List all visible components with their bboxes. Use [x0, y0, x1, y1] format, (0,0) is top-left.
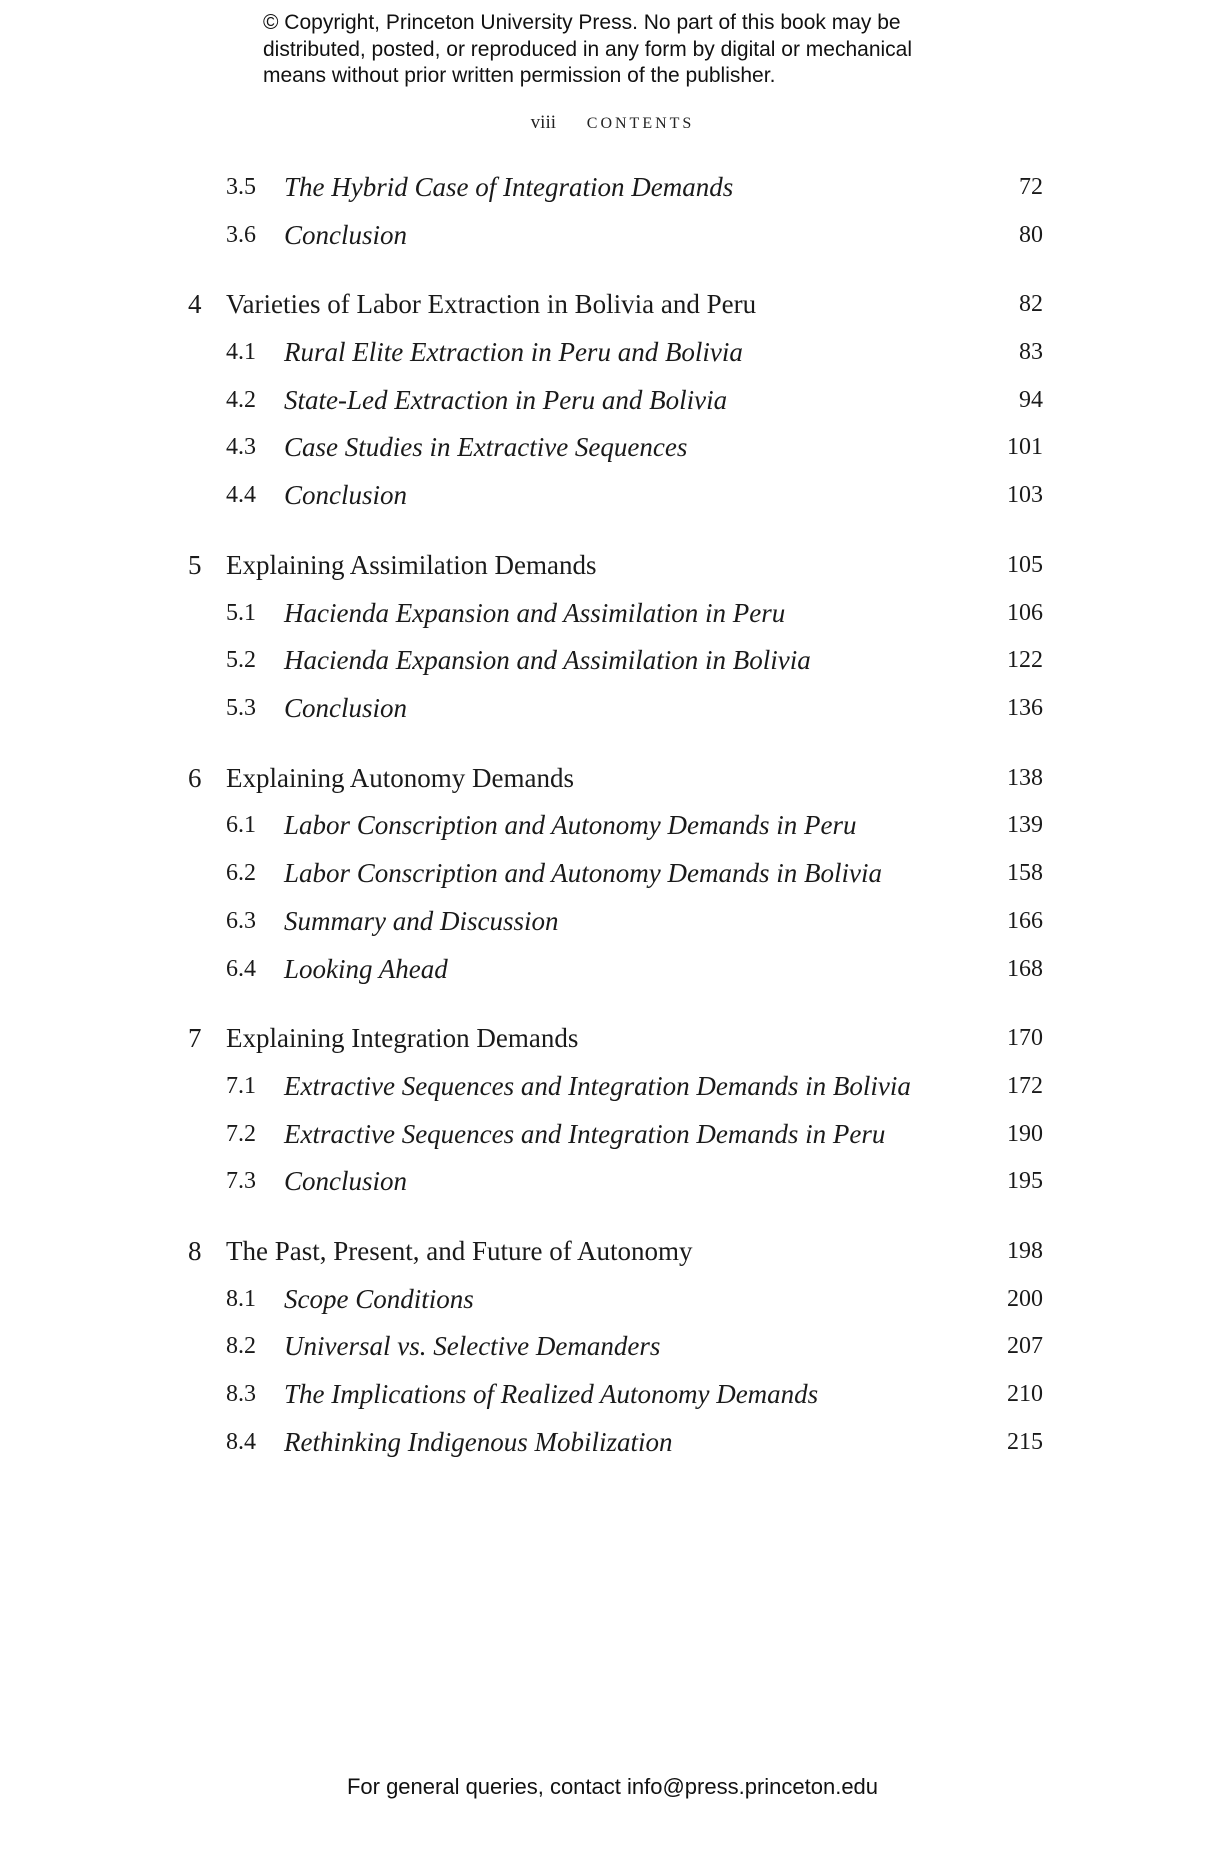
chapter-title: Explaining Autonomy Demands: [226, 763, 574, 793]
page-number: 200: [1007, 1286, 1043, 1312]
section-title: Hacienda Expansion and Assimilation in Bolivia: [284, 645, 811, 675]
page-number: 195: [1007, 1168, 1043, 1194]
toc-section-row: [0, 478, 1225, 512]
toc-section-row: [0, 1069, 1225, 1103]
page-number: 166: [1007, 908, 1043, 934]
section-number: 3.5: [226, 174, 256, 200]
chapter-number: 7: [188, 1023, 202, 1053]
section-number: 4.3: [226, 434, 256, 460]
page-number: 105: [1007, 552, 1043, 578]
toc-section-row: [0, 1329, 1225, 1363]
section-title: Rural Elite Extraction in Peru and Bolivia: [284, 337, 743, 367]
toc-section-row: [0, 430, 1225, 464]
toc-section-row: [0, 1425, 1225, 1459]
chapter-number: 5: [188, 550, 202, 580]
toc-section-row: [0, 1377, 1225, 1411]
toc-section-row: [0, 1117, 1225, 1151]
page-number: 80: [1019, 222, 1043, 248]
page-number: 83: [1019, 339, 1043, 365]
section-number: 6.3: [226, 908, 256, 934]
page-number: 170: [1007, 1025, 1043, 1051]
section-title: The Implications of Realized Autonomy Demands: [284, 1379, 819, 1409]
toc-chapter-row: [0, 1021, 1225, 1055]
chapter-title: Explaining Integration Demands: [226, 1023, 579, 1053]
toc-section-row: [0, 218, 1225, 252]
section-number: 8.1: [226, 1286, 256, 1312]
section-number: 5.1: [226, 600, 256, 626]
section-title: Extractive Sequences and Integration Demands in Bolivia: [284, 1071, 911, 1101]
page-number: 106: [1007, 600, 1043, 626]
page-number: 158: [1007, 860, 1043, 886]
toc-section-row: [0, 856, 1225, 890]
section-number: 7.1: [226, 1073, 256, 1099]
section-number: 6.4: [226, 956, 256, 982]
toc-section-row: [0, 335, 1225, 369]
page-number: 198: [1007, 1238, 1043, 1264]
section-number: 4.2: [226, 387, 256, 413]
toc-chapter-row: [0, 287, 1225, 321]
toc-section-row: [0, 904, 1225, 938]
page-number: 82: [1019, 291, 1043, 317]
chapter-number: 6: [188, 763, 202, 793]
page-number: 168: [1007, 956, 1043, 982]
section-number: 7.2: [226, 1121, 256, 1147]
section-title: Conclusion: [284, 1166, 408, 1196]
section-title: Conclusion: [284, 480, 408, 510]
section-number: 8.3: [226, 1381, 256, 1407]
toc-chapter-row: [0, 1234, 1225, 1268]
section-title: Conclusion: [284, 693, 408, 723]
running-head: [0, 112, 1225, 134]
toc-chapter-row: [0, 548, 1225, 582]
section-number: 6.1: [226, 812, 256, 838]
chapter-title: The Past, Present, and Future of Autonomy: [226, 1236, 693, 1266]
section-number: 3.6: [226, 222, 256, 248]
section-number: 6.2: [226, 860, 256, 886]
section-title: State-Led Extraction in Peru and Bolivia: [284, 385, 728, 415]
toc-section-row: [0, 1164, 1225, 1198]
toc-section-row: [0, 170, 1225, 204]
page-number: 94: [1019, 387, 1043, 413]
section-title: Case Studies in Extractive Sequences: [284, 432, 688, 462]
chapter-number: 8: [188, 1236, 202, 1266]
chapter-title: Varieties of Labor Extraction in Bolivia and Peru: [226, 289, 757, 319]
section-title: Labor Conscription and Autonomy Demands in Peru: [284, 810, 857, 840]
footer-contact: For general queries, contact info@press.princeton.edu: [346, 1774, 879, 1799]
toc-section-row: [0, 383, 1225, 417]
page-number: 190: [1007, 1121, 1043, 1147]
page-number: 72: [1019, 174, 1043, 200]
copyright-line: means without prior written permission of the publisher.: [263, 64, 776, 87]
section-number: 4.4: [226, 482, 256, 508]
page-number: 210: [1007, 1381, 1043, 1407]
copyright-notice: [263, 10, 1023, 90]
toc-section-row: [0, 952, 1225, 986]
page-number: 122: [1007, 647, 1043, 673]
section-number: 4.1: [226, 339, 256, 365]
toc-chapter-row: [0, 761, 1225, 795]
section-title: Looking Ahead: [284, 954, 448, 984]
section-title: Summary and Discussion: [284, 906, 559, 936]
toc-section-row: [0, 1282, 1225, 1316]
section-title: The Hybrid Case of Integration Demands: [284, 172, 734, 202]
page-number: 138: [1007, 765, 1043, 791]
section-number: 5.3: [226, 695, 256, 721]
chapter-number: 4: [188, 289, 202, 319]
toc-section-row: [0, 691, 1225, 725]
section-number: 8.4: [226, 1429, 256, 1455]
section-title: Conclusion: [284, 220, 408, 250]
section-number: 5.2: [226, 647, 256, 673]
page-folio: viii: [530, 112, 557, 133]
copyright-line: distributed, posted, or reproduced in any form by digital or mechanical: [263, 37, 913, 61]
page-number: 207: [1007, 1333, 1043, 1359]
page-number: 136: [1007, 695, 1043, 721]
page-number: 103: [1007, 482, 1043, 508]
toc-section-row: [0, 643, 1225, 677]
section-title: Hacienda Expansion and Assimilation in Peru: [284, 598, 786, 628]
page-number: 139: [1007, 812, 1043, 838]
section-title: Universal vs. Selective Demanders: [284, 1331, 661, 1361]
section-title: Scope Conditions: [284, 1284, 474, 1314]
section-number: 8.2: [226, 1333, 256, 1359]
copyright-line: © Copyright, Princeton University Press. No part of this book may be: [263, 11, 901, 34]
page-number: 215: [1007, 1429, 1043, 1455]
section-number: 7.3: [226, 1168, 256, 1194]
toc-section-row: [0, 808, 1225, 842]
page-number: 101: [1007, 434, 1043, 460]
section-title: Extractive Sequences and Integration Demands in Peru: [284, 1119, 886, 1149]
section-title: Labor Conscription and Autonomy Demands in Bolivia: [284, 858, 882, 888]
chapter-title: Explaining Assimilation Demands: [226, 550, 597, 580]
section-title: Rethinking Indigenous Mobilization: [284, 1427, 673, 1457]
toc-section-row: [0, 596, 1225, 630]
running-head-label: CONTENTS: [586, 115, 695, 132]
page-number: 172: [1007, 1073, 1043, 1099]
